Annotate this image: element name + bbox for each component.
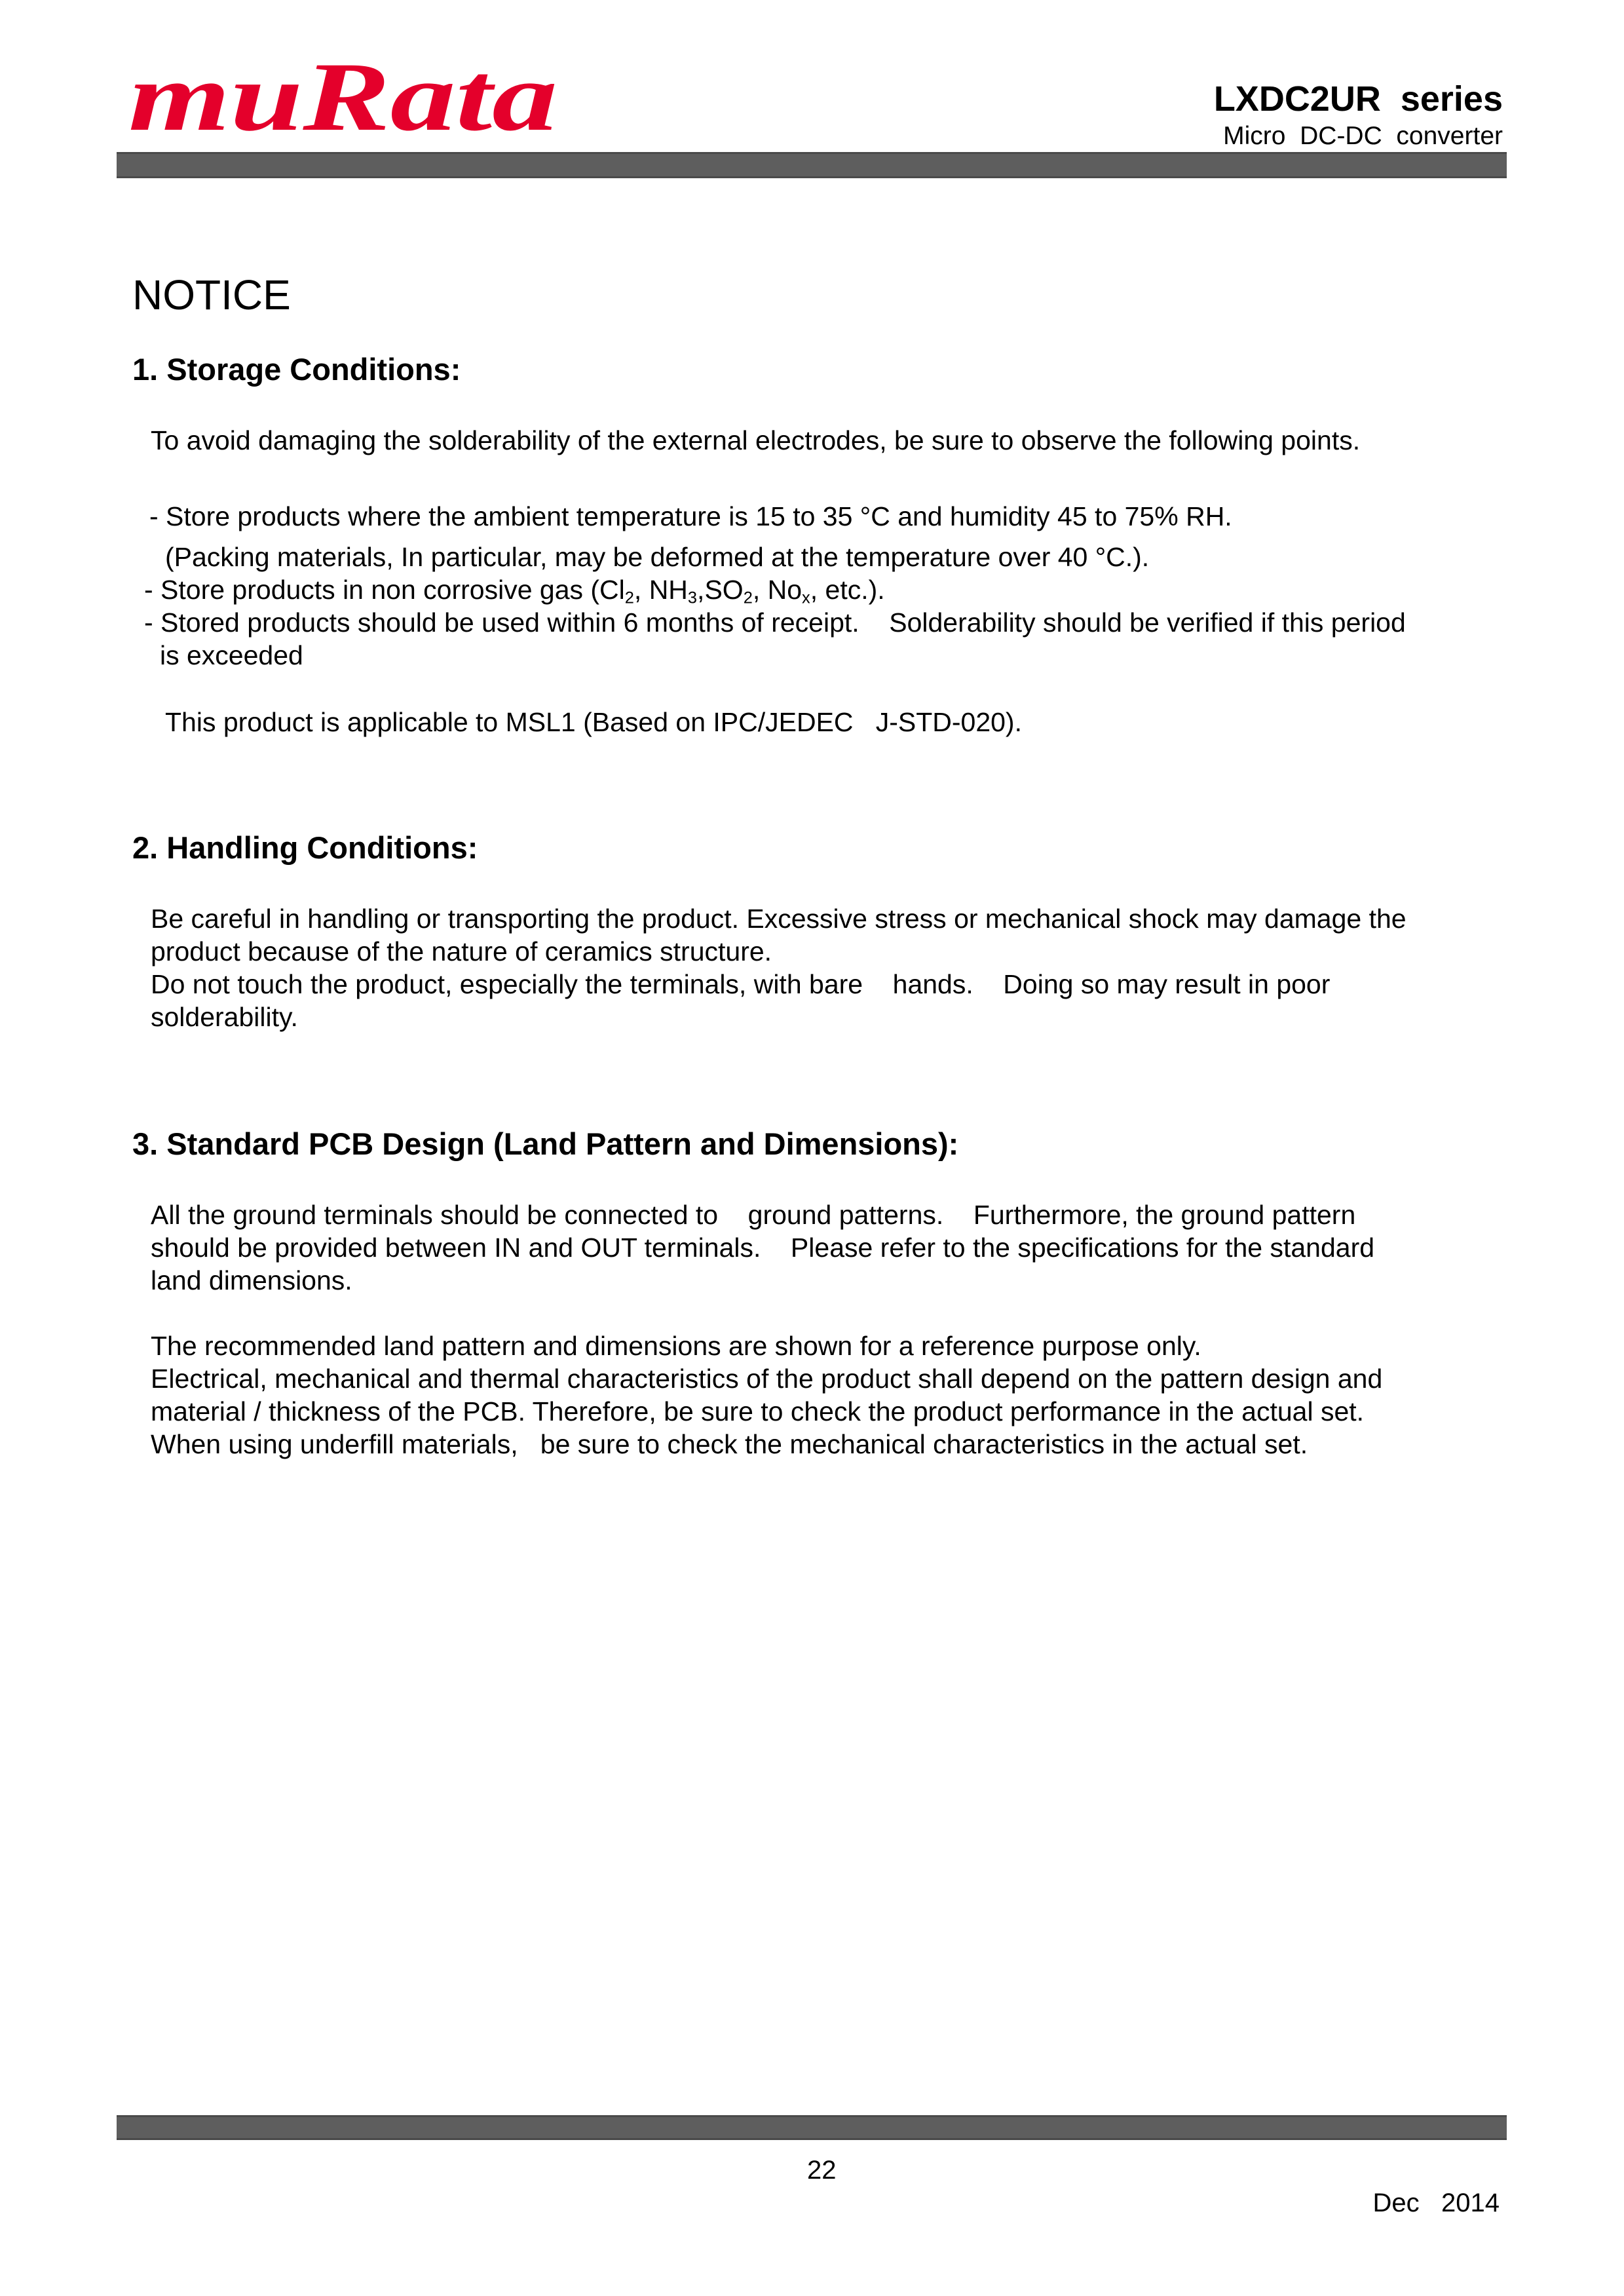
- section-heading-storage: 1. Storage Conditions:: [132, 352, 461, 387]
- pcb-line: should be provided between IN and OUT terminals. Please refer to the specifications for the standard: [151, 1233, 1375, 1263]
- pcb-line: All the ground terminals should be connected to ground patterns. Furthermore, the ground pattern: [151, 1200, 1356, 1230]
- storage-intro: To avoid damaging the solderability of the external electrodes, be sure to observe the following points.: [151, 425, 1361, 455]
- msl-note: This product is applicable to MSL1 (Based on IPC/JEDEC J-STD-020).: [165, 707, 1022, 737]
- storage-bullet-gas: - Store products in non corrosive gas ($Cl_2$, $NH_3,SO_2$, $No_x$, etc.).: [144, 575, 885, 607]
- storage-bullet-period: - Stored products should be used within 6 months of receipt. Solderability should be verified if this period: [144, 607, 1406, 638]
- pcb-line: The recommended land pattern and dimensions are shown for a reference purpose only.: [151, 1331, 1201, 1361]
- pcb-line: land dimensions.: [151, 1265, 352, 1295]
- section-heading-pcb-design: 3. Standard PCB Design (Land Pattern and Dimensions):: [132, 1126, 959, 1161]
- pcb-line: When using underfill materials, be sure to check the mechanical characteristics in the actual set.: [151, 1429, 1308, 1459]
- handling-line: product because of the nature of ceramics structure.: [151, 936, 772, 966]
- pcb-line: Electrical, mechanical and thermal characteristics of the product shall depend on the pattern design and: [151, 1364, 1383, 1394]
- pcb-line: material / thickness of the PCB. Therefore, be sure to check the product performance in the actual set.: [151, 1396, 1365, 1426]
- storage-bullet-period-cont: is exceeded: [160, 640, 303, 670]
- handling-line: solderability.: [151, 1002, 298, 1032]
- murata-logo: [128, 38, 561, 138]
- page-number: 22: [807, 2156, 837, 2185]
- notice-title: NOTICE: [132, 271, 291, 318]
- footer-divider-bar: [117, 2115, 1507, 2140]
- product-subtitle: Micro DC-DC converter: [1223, 122, 1503, 150]
- storage-bullet-packing-note: (Packing materials, In particular, may be deformed at the temperature over 40 °C.).: [165, 542, 1150, 572]
- series-title: LXDC2UR series: [1213, 79, 1503, 119]
- publication-date: Dec 2014: [1372, 2189, 1500, 2217]
- handling-line: Be careful in handling or transporting the product. Excessive stress or mechanical shock may damage the: [151, 904, 1407, 934]
- logo-text: muRata: [128, 43, 557, 138]
- handling-line: Do not touch the product, especially the terminals, with bare hands. Doing so may result in poor: [151, 969, 1331, 999]
- storage-bullet-temperature: - Store products where the ambient temperature is 15 to 35 °C and humidity 45 to 75% RH.: [149, 501, 1232, 531]
- section-heading-handling: 2. Handling Conditions:: [132, 830, 478, 865]
- header-divider-bar: [117, 152, 1507, 178]
